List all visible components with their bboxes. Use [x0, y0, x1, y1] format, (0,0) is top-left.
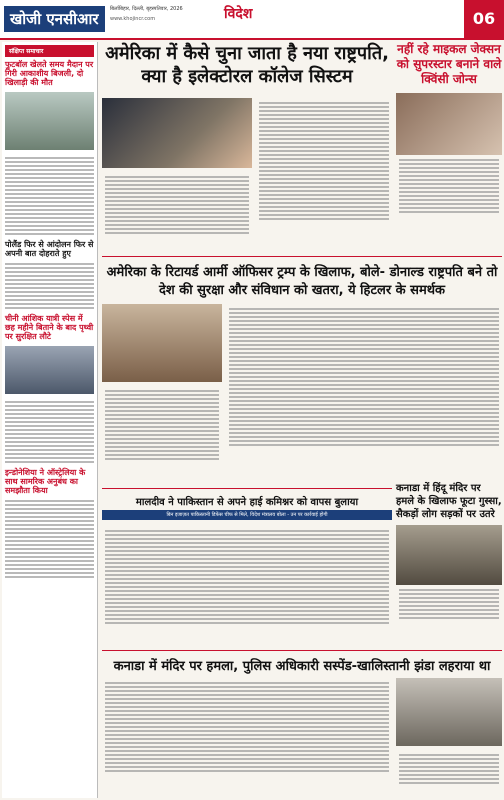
section-title: विदेश — [224, 6, 253, 22]
bottom-photo — [396, 678, 502, 746]
maldives-body — [102, 526, 392, 650]
side-story — [396, 42, 502, 247]
page-header — [0, 0, 504, 40]
canada-protest-body — [396, 585, 502, 623]
section-divider — [102, 256, 502, 257]
second-headline: अमेरिका के रिटायर्ड आर्मी ऑफिसर ट्रम्प के खिलाफ, बोले- डोनाल्ड राष्ट्रपति बने तो देश की सुरक्षा और संविधान को खतरा, ये हिटलर के समर्थक — [106, 265, 498, 298]
lead-body — [256, 98, 392, 248]
masthead: खोजी एनसीआर — [4, 6, 105, 32]
brief-photo-2 — [5, 346, 94, 394]
maldives-story — [102, 494, 392, 520]
brief-news-tag: संक्षिप्त समाचार — [5, 45, 94, 57]
second-body — [226, 304, 502, 484]
side-photo — [396, 93, 502, 155]
second-photo — [102, 304, 222, 382]
website: www.khojincr.com — [110, 16, 156, 22]
bottom-body-right — [396, 750, 502, 796]
brief-headline-1: फुटबॉल खेलते समय मैदान पर गिरी आकाशीय बिजली, दो खिलाड़ी की मौत — [5, 60, 94, 88]
brief-headline-3: चीनी आंशिक यात्री स्पेस में छह महीने बिताने के बाद पृथ्वी पर सुरक्षित लौटे — [5, 313, 94, 342]
band-divider — [102, 488, 392, 489]
canada-protest-photo — [396, 525, 502, 585]
brief-photo-1 — [5, 92, 94, 150]
lead-photo — [102, 98, 252, 168]
canada-protest-headline: कनाडा में हिंदू मंदिर पर हमले के खिलाफ फूटा गुस्सा, सैकड़ों लोग सड़कों पर उतरे — [396, 483, 502, 520]
side-body — [396, 155, 502, 217]
main-area — [102, 42, 502, 798]
brief-body-2 — [2, 259, 97, 313]
brief-body-1 — [2, 153, 97, 239]
left-column — [2, 42, 98, 798]
maldives-headline: मालदीव ने पाकिस्तान से अपने हाई कमिश्नर को वापस बुलाया — [135, 497, 359, 508]
side-headline: नहीं रहे माइकल जेक्सन को सुपरस्टार बनाने वाले क्विंसी जोन्स — [396, 42, 502, 86]
maldives-subline: बिन इजाज़त पाकिस्तानी डिफेंस चीफ से मिले, विदेश मंत्रालय बोला - उन पर कार्रवाई होगी — [102, 510, 392, 520]
page-number: 06 — [464, 0, 504, 38]
brief-headline-4: इन्डोनेशिया ने ऑस्ट्रेलिया के साथ सामरिक अनुबंध का समझौता किया — [5, 467, 86, 495]
bottom-body — [102, 678, 392, 796]
bottom-divider — [102, 650, 502, 651]
brief-body-4 — [2, 496, 97, 582]
dateline: बिर्लाबिहार, दिल्ली, बृहस्पतिवार, 2026 — [110, 6, 183, 12]
brief-headline-2: पोलैंड फिर से आंदोलन फिर से अपनी बात दोहराते हुए — [5, 239, 94, 258]
canada-protest-story — [396, 482, 502, 652]
bottom-headline: कनाडा में मंदिर पर हमला, पुलिस अधिकारी सस्पेंड-खालिस्तानी झंडा लहराया था — [113, 659, 491, 674]
lead-body-left — [102, 172, 252, 248]
brief-body-3 — [2, 397, 97, 467]
second-body-left — [102, 386, 222, 482]
lead-headline: अमेरिका में कैसे चुना जाता है नया राष्ट्रपति, क्या है इलेक्टोरल कॉलेज सिस्टम — [105, 43, 389, 88]
